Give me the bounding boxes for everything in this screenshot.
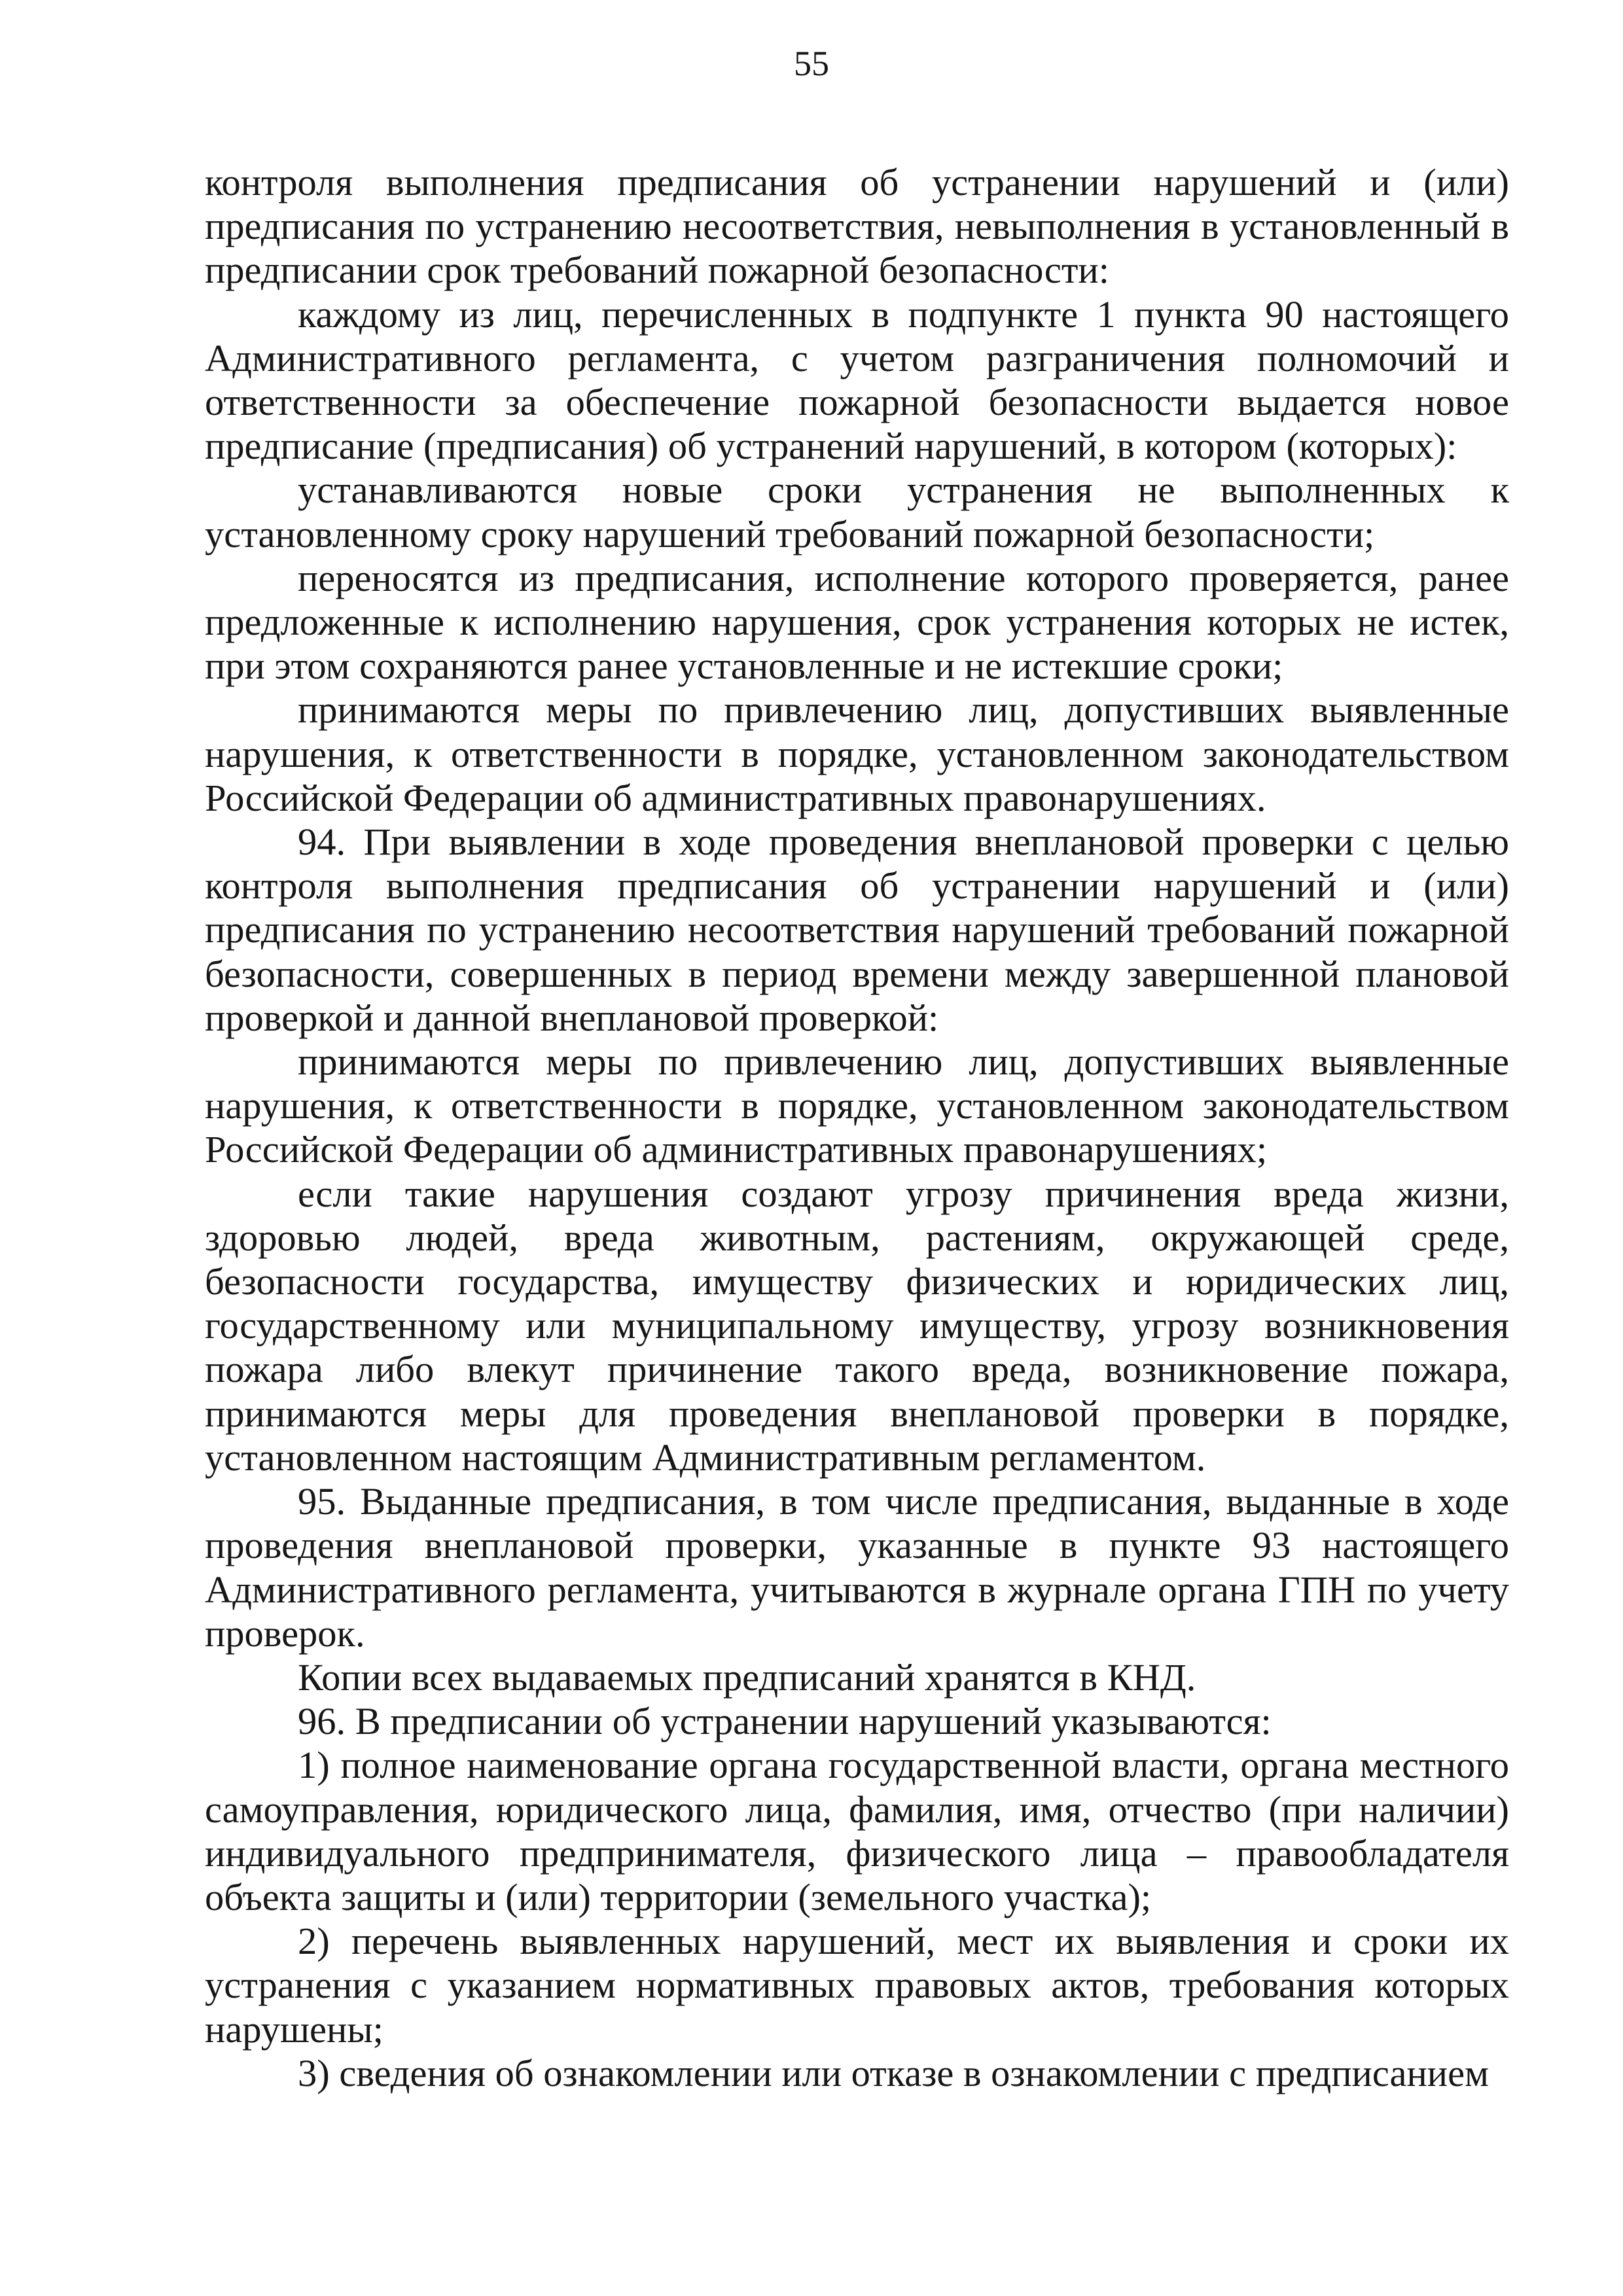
paragraph-95: 95. Выданные предписания, в том числе предписания, выданные в ходе проведения внеплановой проверки, указанные в пункте 93 настоящего Административного регламента, учитываются в журнале органа ГПН по учету проверок. (205, 1480, 1509, 1655)
paragraph: Копии всех выдаваемых предписаний хранятся в КНД. (298, 1655, 1196, 1699)
paragraph-94: 94. При выявлении в ходе проведения внеплановой проверки с целью контроля выполнения предписания об устранении нарушений и (или) предписания по устранению несоответствия нарушений требований пожарной безопасности, совершенных в период времени между завершенной плановой проверкой и данной внеплановой проверкой: (205, 821, 1509, 1039)
paragraph: переносятся из предписания, исполнение которого проверяется, ранее предложенные к исполнению нарушения, срок устранения которых не истек, при этом сохраняются ранее установленные и не истекшие сроки; (205, 556, 1509, 688)
paragraph: каждому из лиц, перечисленных в подпункте 1 пункта 90 настоящего Административного регламента, с учетом разграничения полномочий и ответственности за обеспечение пожарной безопасности выдается новое предписание (предписания) об устранений нарушений, в котором (которых): (205, 292, 1509, 468)
list-item-2: 2) перечень выявленных нарушений, мест их выявления и сроки их устранения с указанием нормативных правовых актов, требования которых нарушены; (205, 1920, 1509, 2051)
list-item-3: 3) сведения об ознакомлении или отказе в ознакомлении с предписанием (298, 2051, 1489, 2094)
paragraph-continuation: контроля выполнения предписания об устранении нарушений и (или) предписания по устранению несоответствия, невыполнения в установленный в предписании срок требований пожарной безопасности: (205, 161, 1509, 292)
paragraph: если такие нарушения создают угрозу причинения вреда жизни, здоровью людей, вреда животным, растениям, окружающей среде, безопасности государства, имуществу физических и юридических лиц, государственному или муниципальному имуществу, угрозу возникновения пожара либо влекут причинение такого вреда, возникновение пожара, принимаются меры для проведения внеплановой проверки в порядке, установленном настоящим Административным регламентом. (205, 1172, 1509, 1479)
paragraph: принимаются меры по привлечению лиц, допустивших выявленные нарушения, к ответственности в порядке, установленном законодательством Российской Федерации об административных правонарушениях. (205, 688, 1509, 819)
page-number: 55 (794, 44, 829, 83)
paragraph-96: 96. В предписании об устранении нарушений указываются: (298, 1700, 1272, 1743)
paragraph: принимаются меры по привлечению лиц, допустивших выявленные нарушения, к ответственности в порядке, установленном законодательством Российской Федерации об административных правонарушениях; (205, 1040, 1509, 1171)
paragraph: устанавливаются новые сроки устранения не выполненных к установленному сроку нарушений требований пожарной безопасности; (205, 468, 1509, 556)
list-item-1: 1) полное наименование органа государственной власти, органа местного самоуправления, юридического лица, фамилия, имя, отчество (при наличии) индивидуального предпринимателя, физического лица – правообладателя объекта защиты и (или) территории (земельного участка); (205, 1744, 1509, 1918)
document-body (205, 160, 1509, 2095)
